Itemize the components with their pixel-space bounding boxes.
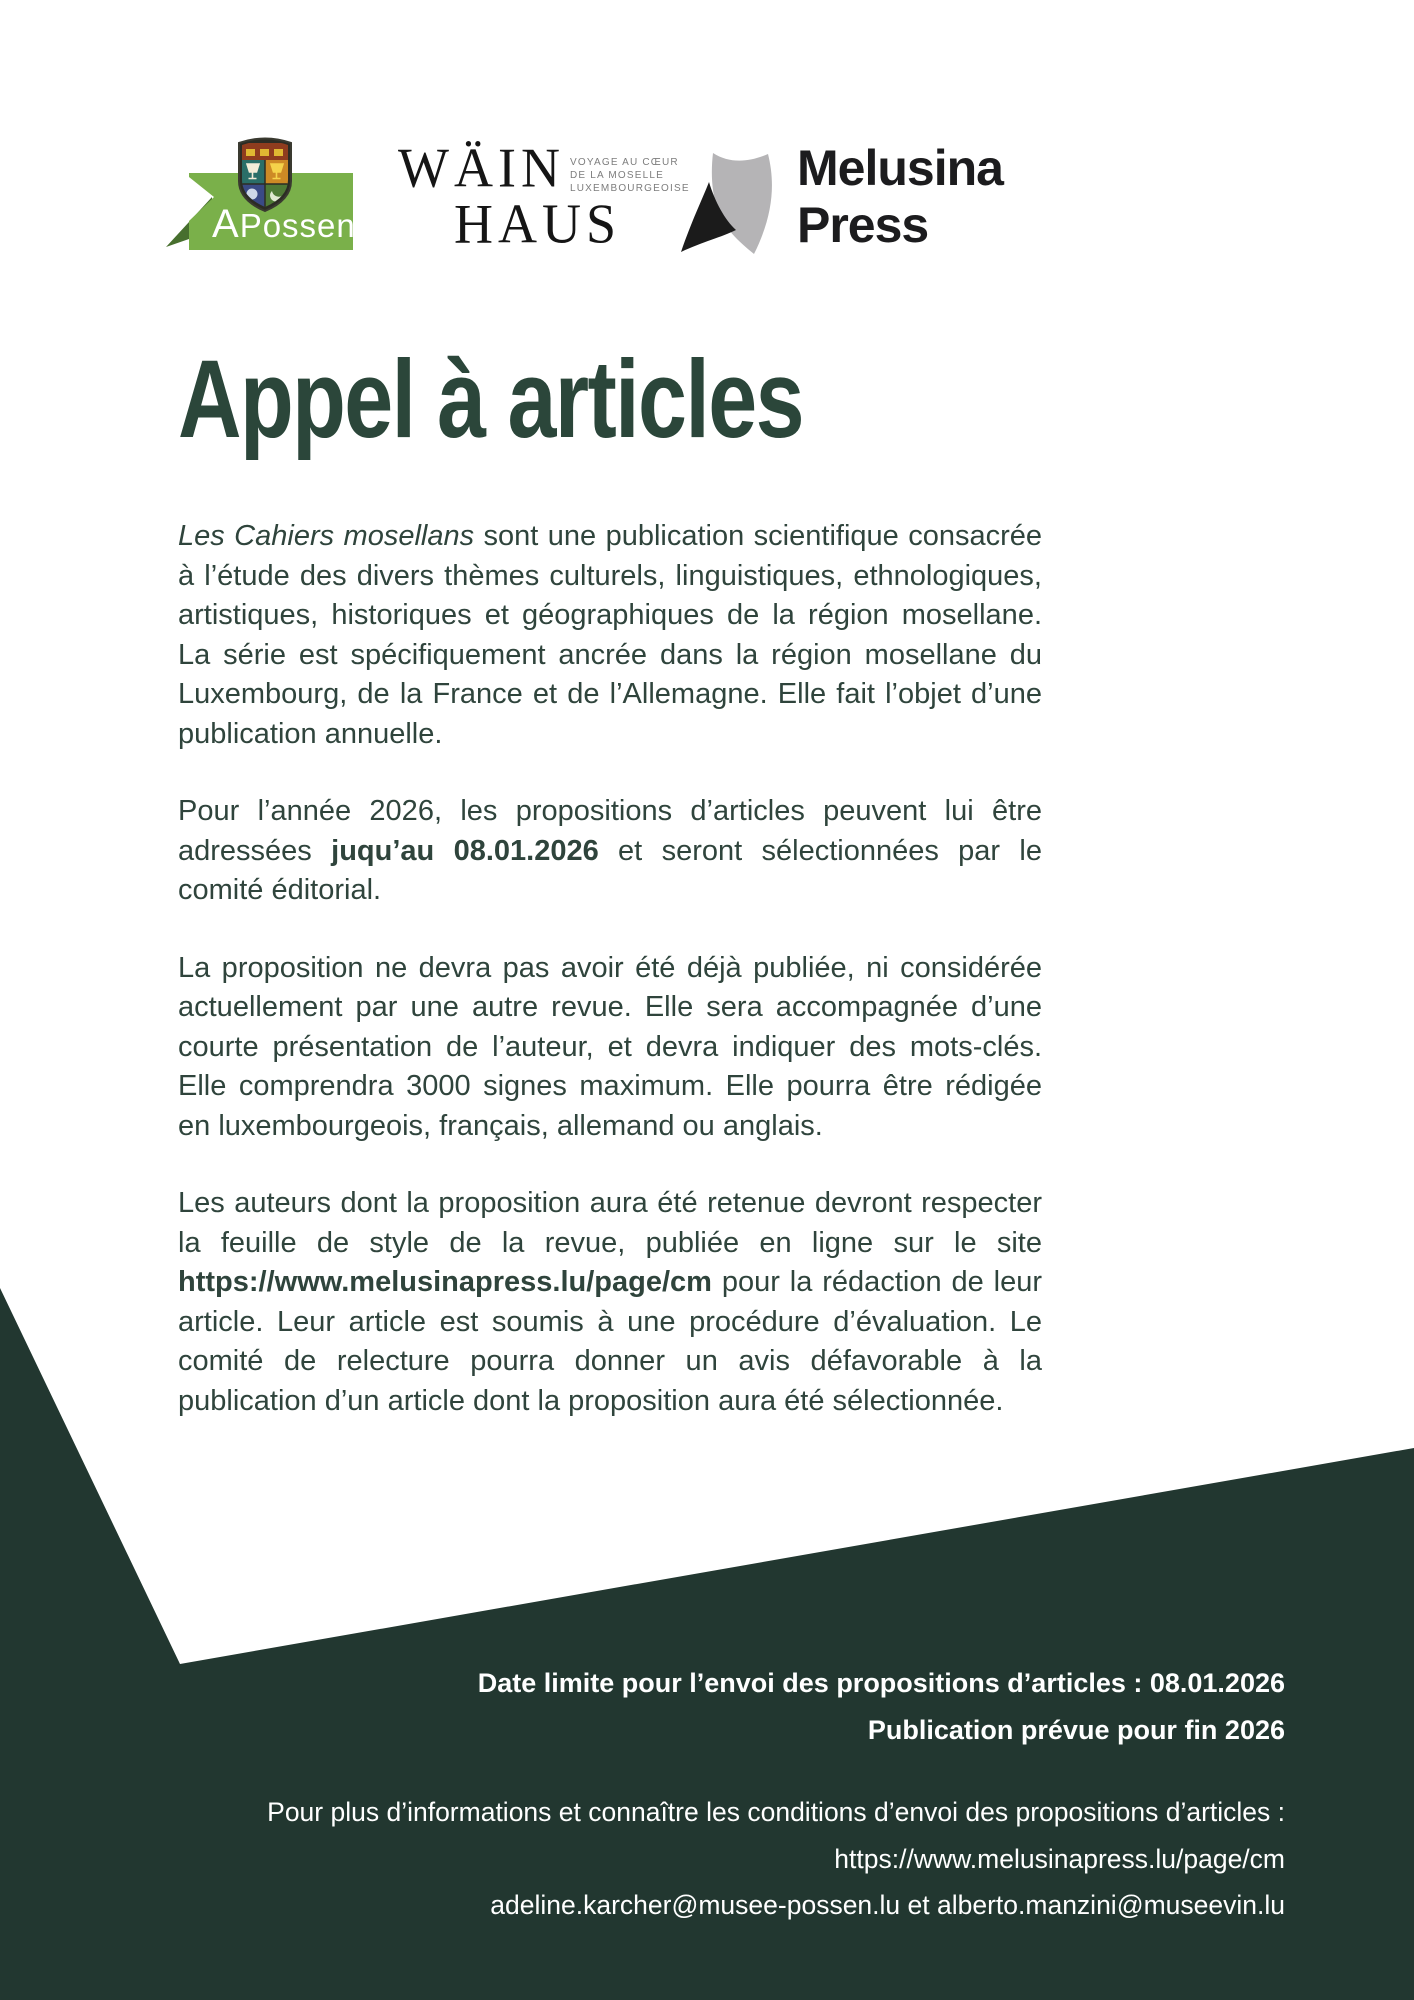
- paragraph-styleguide-after: pour la rédaction de leur article. Leur article est soumis à une procédure d’évaluation. Le comité de relecture pourra donner un avis défavorable à la publication d’un article dont la proposition aura été sélectionnée.: [178, 1266, 1042, 1417]
- paragraph-styleguide-before: Les auteurs dont la proposition aura été retenue devront respecter la feuille de style de la revue, publiée en ligne sur le site: [178, 1187, 1042, 1259]
- paragraph-deadline: [178, 792, 1042, 911]
- footer-contacts: [267, 1789, 1285, 1929]
- page-title: Appel à articles: [178, 338, 803, 461]
- melusina-word: Melusina: [797, 140, 1003, 196]
- possen-label-rest: Possen: [239, 207, 356, 244]
- melusina-mermaid-tail-icon: [678, 150, 783, 258]
- wainhaus-word-wain: WÄIN: [398, 136, 565, 200]
- paragraph-deadline-before: Pour l’année 2026, les propositions d’articles peuvent lui être adressées: [178, 795, 1042, 867]
- possen-label-a: A: [212, 202, 240, 246]
- deadline-date-bold: juqu’au 08.01.2026: [331, 834, 599, 867]
- paragraph-intro: [178, 517, 1042, 754]
- footer-emails[interactable]: adeline.karcher@musee-possen.lu et alberto.manzini@museevin.lu: [490, 1890, 1285, 1920]
- wainhaus-logo: [398, 136, 690, 261]
- wainhaus-tagline-line1: VOYAGE AU CŒUR: [570, 157, 679, 168]
- paragraph-intro-text: sont une publication scientifique consacrée à l’étude des divers thèmes culturels, linguistiques, ethnologiques, artistiques, historiques et géographiques de la région mosellane. La série est spécifiquement ancrée dans la région mosellane du Luxembourg, de la France et de l’Allemagne. Elle fait l’objet d’une publication annuelle.: [178, 520, 1042, 750]
- wainhaus-tagline-line2: DE LA MOSELLE: [570, 170, 664, 181]
- footer-dates: [478, 1660, 1285, 1754]
- footer-url-link[interactable]: https://www.melusinapress.lu/page/cm: [834, 1843, 1285, 1874]
- deadline-line: Date limite pour l’envoi des propositions d’articles : 08.01.2026: [477, 1668, 1285, 1698]
- press-word: Press: [797, 197, 929, 253]
- styleguide-url-link[interactable]: https://www.melusinapress.lu/page/cm: [178, 1266, 712, 1298]
- wainhaus-tagline: [570, 156, 690, 195]
- wainhaus-word-haus: HAUS: [454, 192, 622, 256]
- series-title-italic: Les Cahiers mosellans: [178, 520, 475, 552]
- possen-logo: [160, 105, 370, 255]
- melusina-press-logo: [678, 140, 1038, 263]
- publication-line: Publication prévue pour fin 2026: [867, 1715, 1285, 1745]
- info-line: Pour plus d’informations et connaître les conditions d’envoi des propositions d’articles :: [267, 1797, 1285, 1827]
- paragraph-deadline-after: et seront sélectionnées par le comité éditorial.: [178, 834, 1042, 906]
- paragraph-requirements: La proposition ne devra pas avoir été déjà publiée, ni considérée actuellement par une autre revue. Elle sera accompagnée d’une courte présentation de l’auteur, et devra indiquer des mots-clés. Elle comprendra 3000 signes maximum. Elle pourra être rédigée en luxembourgeois, français, allemand ou anglais.: [178, 951, 1042, 1142]
- melusina-press-wordmark: [797, 140, 1003, 254]
- possen-logo-label: [212, 202, 356, 247]
- wainhaus-tagline-line3: LUXEMBOURGEOISE: [570, 183, 690, 194]
